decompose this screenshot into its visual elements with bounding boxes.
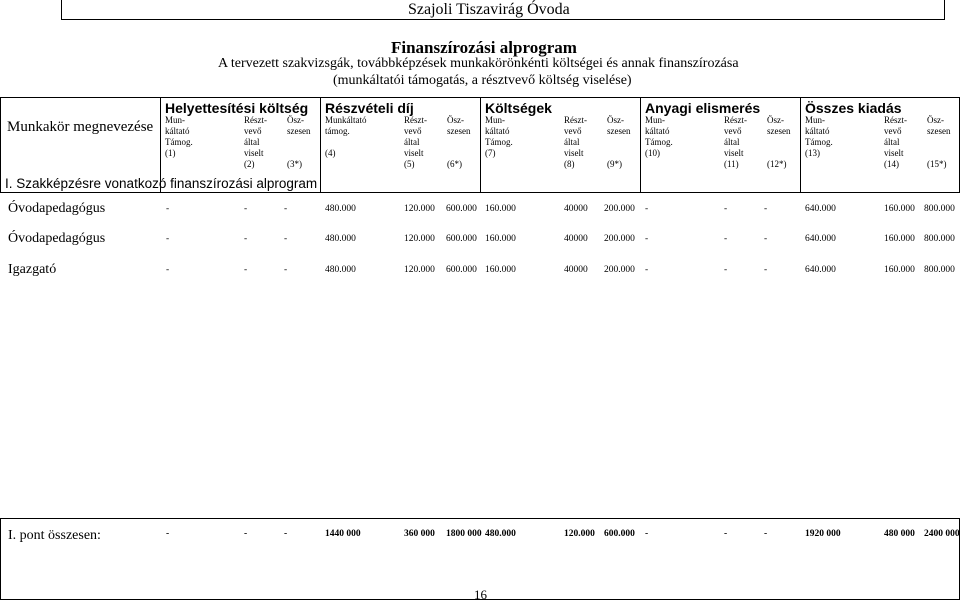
total-label: I. pont összesen:: [8, 528, 101, 543]
table-cell: -: [166, 234, 170, 244]
sub-header-line: viselt: [884, 148, 904, 158]
sub-header-line: [927, 148, 951, 159]
sub-header-line: viselt: [244, 148, 264, 158]
first-col-header: Munkakör megnevezése: [7, 119, 154, 135]
table-cell: -: [244, 204, 248, 214]
sub-header-line: (9*): [607, 159, 622, 169]
table-cell: 200.000: [604, 204, 635, 214]
sub-header-1-1: [165, 115, 193, 159]
page-subtitle-2: (munkáltatói támogatás, a résztvevő költség viselése): [333, 73, 632, 88]
sub-header-line: Ösz-: [607, 115, 624, 125]
sub-header-line: [287, 137, 311, 148]
group-header-helyettesitesi: Helyettesítési költség: [165, 100, 309, 116]
sub-header-line: Mun-: [805, 115, 825, 125]
sub-header-line: [325, 137, 367, 148]
sub-header-line: szesen: [287, 126, 311, 136]
sub-header-line: vevő: [244, 126, 262, 136]
group-header-reszveteli: Részvételi díj: [325, 100, 414, 116]
table-cell: -: [645, 265, 649, 275]
table-cell: -: [724, 265, 728, 275]
table-cell: 480.000: [325, 265, 356, 275]
sub-header-line: [447, 148, 471, 159]
sub-header-line: támog.: [325, 126, 350, 136]
section-title: I. Szakképzésre vonatkozó finanszírozási alprogram: [5, 176, 318, 191]
group-header-osszes: Összes kiadás: [805, 100, 902, 116]
sub-header-line: Részt-: [724, 115, 747, 125]
sub-header-line: viselt: [564, 148, 584, 158]
table-cell: 480.000: [325, 204, 356, 214]
table-cell: -: [724, 234, 728, 244]
table-cell: 40000: [564, 265, 588, 275]
table-cell: 800.000: [924, 234, 955, 244]
table-cell: -: [166, 265, 170, 275]
sub-header-line: által: [564, 137, 580, 147]
sub-header-line: [447, 137, 471, 148]
group-header-koltsegek: Költségek: [485, 100, 552, 116]
table-cell: -: [284, 204, 288, 214]
table-cell: 160.000: [485, 234, 516, 244]
table-cell: 200.000: [604, 265, 635, 275]
sub-header-2-3: [447, 115, 471, 170]
sub-header-line: szesen: [447, 126, 471, 136]
sub-header-line: Részt-: [884, 115, 907, 125]
table-cell: -: [724, 204, 728, 214]
table-cell: 120.000: [404, 265, 435, 275]
sub-header-line: Részt-: [244, 115, 267, 125]
sub-header-line: Ösz-: [767, 115, 784, 125]
sub-header-5-2: [884, 115, 907, 170]
sub-header-line: (12*): [767, 159, 787, 169]
sub-header-line: szesen: [927, 126, 951, 136]
total-cell: 1440 000: [325, 529, 361, 539]
col-divider: [320, 97, 321, 192]
col-divider: [480, 97, 481, 192]
sub-header-line: [607, 137, 631, 148]
sub-header-3-2: [564, 115, 587, 170]
section-divider: [0, 192, 960, 193]
sub-header-line: Támog.: [485, 137, 513, 147]
sub-header-line: Mun-: [645, 115, 665, 125]
col-divider: [640, 97, 641, 192]
org-name-box: [61, 0, 945, 20]
table-cell: 160.000: [485, 204, 516, 214]
table-cell: 200.000: [604, 234, 635, 244]
table-cell: -: [244, 234, 248, 244]
sub-header-line: káltató: [805, 126, 830, 136]
total-cell: 120.000: [564, 529, 595, 539]
table-cell: 40000: [564, 234, 588, 244]
sub-header-line: (8): [564, 159, 575, 169]
sub-header-line: Részt-: [404, 115, 427, 125]
sub-header-line: [927, 137, 951, 148]
total-cell: 1920 000: [805, 529, 841, 539]
sub-header-1-2: [244, 115, 267, 170]
row-label: Igazgató: [8, 262, 57, 277]
total-cell: 480.000: [485, 529, 516, 539]
table-cell: 160.000: [884, 234, 915, 244]
sub-header-line: Támog.: [165, 137, 193, 147]
sub-header-line: viselt: [724, 148, 744, 158]
sub-header-4-3: [767, 115, 791, 170]
table-cell: 800.000: [924, 265, 955, 275]
sub-header-line: Ösz-: [287, 115, 304, 125]
total-cell: 600.000: [604, 529, 635, 539]
sub-header-5-3: [927, 115, 951, 170]
table-cell: 600.000: [446, 265, 477, 275]
total-cell: -: [244, 529, 248, 539]
sub-header-3-3: [607, 115, 631, 170]
sub-header-4-2: [724, 115, 747, 170]
total-cell: -: [724, 529, 728, 539]
total-cell: 480 000: [884, 529, 915, 539]
table-cell: -: [645, 204, 649, 214]
sub-header-line: káltató: [165, 126, 190, 136]
sub-header-line: vevő: [404, 126, 422, 136]
table-cell: -: [166, 204, 170, 214]
sub-header-line: által: [244, 137, 260, 147]
sub-header-line: szesen: [607, 126, 631, 136]
total-cell: 2400 000: [924, 529, 960, 539]
sub-header-line: (10): [645, 148, 660, 158]
table-left-border: [0, 97, 1, 192]
page-title: Finanszírozási alprogram: [391, 38, 577, 57]
sub-header-line: [287, 148, 311, 159]
total-cell: -: [284, 529, 288, 539]
table-cell: -: [284, 265, 288, 275]
sub-header-line: (6*): [447, 159, 462, 169]
sub-header-line: (13): [805, 148, 820, 158]
table-cell: 160.000: [485, 265, 516, 275]
sub-header-line: által: [724, 137, 740, 147]
sub-header-line: (5): [404, 159, 415, 169]
table-cell: 120.000: [404, 234, 435, 244]
page-subtitle-1: A tervezett szakvizsgák, továbbképzések munkakörönkénti költségei és annak finanszírozása: [218, 56, 739, 71]
sub-header-3-1: [485, 115, 513, 159]
sub-header-line: által: [884, 137, 900, 147]
sub-header-line: [607, 148, 631, 159]
table-cell: 640.000: [805, 204, 836, 214]
sub-header-line: [767, 148, 791, 159]
sub-header-line: Részt-: [564, 115, 587, 125]
sub-header-line: (2): [244, 159, 255, 169]
table-cell: 600.000: [446, 204, 477, 214]
total-cell: 360 000: [404, 529, 435, 539]
sub-header-line: szesen: [767, 126, 791, 136]
col-divider: [800, 97, 801, 192]
sub-header-5-1: [805, 115, 833, 159]
page-number: 16: [474, 587, 487, 602]
sub-header-line: vevő: [884, 126, 902, 136]
sub-header-2-2: [404, 115, 427, 170]
row-label: Óvodapedagógus: [8, 201, 106, 216]
table-cell: -: [645, 234, 649, 244]
total-cell: -: [166, 529, 170, 539]
sub-header-line: Támog.: [645, 137, 673, 147]
sub-header-line: által: [404, 137, 420, 147]
table-cell: -: [764, 204, 768, 214]
sub-header-line: (14): [884, 159, 899, 169]
total-cell: 1800 000: [446, 529, 482, 539]
sub-header-1-3: [287, 115, 311, 170]
table-cell: 640.000: [805, 265, 836, 275]
sub-header-line: (15*): [927, 159, 947, 169]
sub-header-line: Munkáltató: [325, 115, 367, 125]
table-cell: -: [284, 234, 288, 244]
sub-header-line: Ösz-: [447, 115, 464, 125]
sub-header-line: Ösz-: [927, 115, 944, 125]
table-cell: -: [764, 265, 768, 275]
table-cell: 480.000: [325, 234, 356, 244]
table-cell: -: [244, 265, 248, 275]
sub-header-line: káltató: [645, 126, 670, 136]
org-name: Szajoli Tiszavirág Óvoda: [408, 1, 570, 18]
sub-header-line: vevő: [564, 126, 582, 136]
sub-header-line: Mun-: [485, 115, 505, 125]
table-cell: 160.000: [884, 204, 915, 214]
table-cell: 160.000: [884, 265, 915, 275]
sub-header-line: (3*): [287, 159, 302, 169]
table-cell: -: [764, 234, 768, 244]
sub-header-line: (4): [325, 148, 336, 158]
table-cell: 640.000: [805, 234, 836, 244]
sub-header-line: viselt: [404, 148, 424, 158]
sub-header-line: (11): [724, 159, 739, 169]
table-cell: 120.000: [404, 204, 435, 214]
table-cell: 800.000: [924, 204, 955, 214]
table-cell: 40000: [564, 204, 588, 214]
total-cell: -: [764, 529, 768, 539]
sub-header-line: Támog.: [805, 137, 833, 147]
sub-header-line: káltató: [485, 126, 510, 136]
sub-header-line: [767, 137, 791, 148]
sub-header-line: Mun-: [165, 115, 185, 125]
total-cell: -: [645, 529, 649, 539]
sub-header-line: (1): [165, 148, 176, 158]
group-header-anyagi: Anyagi elismerés: [645, 100, 761, 116]
sub-header-2-1: [325, 115, 367, 159]
table-cell: 600.000: [446, 234, 477, 244]
sub-header-line: vevő: [724, 126, 742, 136]
sub-header-line: (7): [485, 148, 496, 158]
row-label: Óvodapedagógus: [8, 231, 106, 246]
sub-header-4-1: [645, 115, 673, 159]
